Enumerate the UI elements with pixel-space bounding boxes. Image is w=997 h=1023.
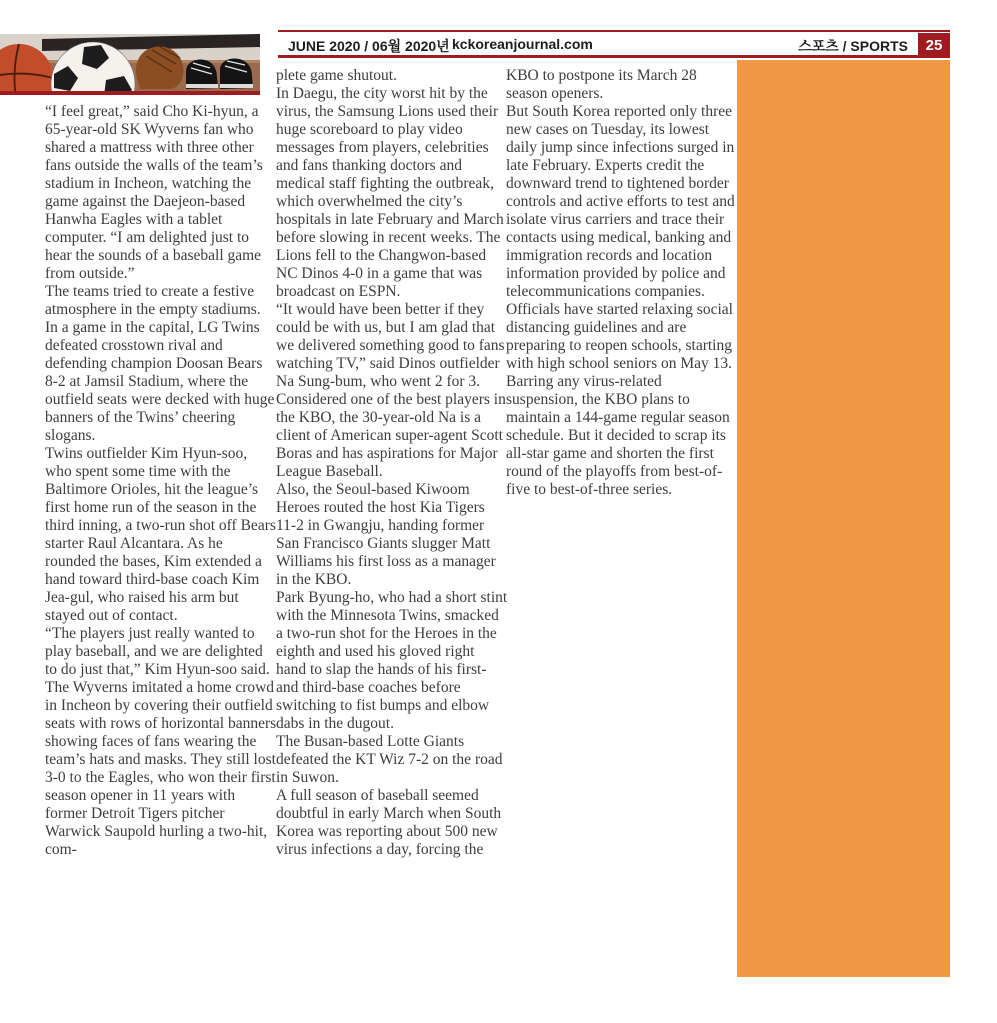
sidebar-color-block — [737, 60, 950, 977]
paragraph: “I feel great,” said Cho Ki-hyun, a 65-year-old SK Wyverns fan who shared a mattress with three other fans outside the walls of the team’s stadium in Incheon, watching the game against the Daejeon-based Hanwha Eagles with a tablet computer. “I am delighted just to hear the sounds of a baseball game from outside.” — [45, 103, 263, 282]
paragraph: “The players just really wanted to play baseball, and we are delighted to do just that,” Kim Hyun-soo said. — [45, 625, 270, 678]
article-column-3 — [506, 67, 736, 499]
paragraph: “It would have been better if they could be with us, but I am glad that we delivered something good to fans watching TV,” said Dinos outfielder Na Sung-bum, who went 2 for 3. Considered one of the best players in the KBO, the 30-year-old Na is a client of American super-agent Scott Boras and has aspirations for Major League Baseball. — [276, 301, 506, 480]
paragraph: A full season of baseball seemed doubtful in early March when South Korea was reporting about 500 new virus infections a day, forcing the — [276, 787, 502, 858]
paragraph: The teams tried to create a festive atmosphere in the empty stadiums. — [45, 283, 261, 318]
paragraph: But South Korea reported only three new cases on Tuesday, its lowest daily jump since infections surged in late February. Experts credit the downward trend to tightened border controls and active efforts to test and isolate virus carriers and trace their contacts using medical, banking and immigration records and location information provided by police and telecommunications companies. — [506, 103, 735, 300]
issue-date: JUNE 2020 / 06월 2020년 — [288, 38, 450, 54]
paragraph: KBO to postpone its March 28 season openers. — [506, 67, 697, 102]
paragraph: plete game shutout. — [276, 67, 397, 84]
header-top-rule — [278, 30, 950, 32]
website-url: kckoreanjournal.com — [452, 36, 593, 52]
paragraph: Officials have started relaxing social distancing guidelines and are preparing to reopen schools, starting with high school seniors on May 13. — [506, 301, 733, 372]
paragraph: Also, the Seoul-based Kiwoom Heroes routed the host Kia Tigers 11-2 in Gwangju, handing former San Francisco Giants slugger Matt Williams his first loss as a manager in the KBO. — [276, 481, 496, 588]
paragraph: In a game in the capital, LG Twins defeated crosstown rival and defending champion Doosan Bears 8-2 at Jamsil Stadium, where the outfield seats were decked with huge banners of the Twins’ cheering slogans. — [45, 319, 275, 444]
article-column-1 — [45, 103, 277, 859]
sports-equipment-photo — [0, 34, 260, 95]
paragraph: Park Byung-ho, who had a short stint with the Minnesota Twins, smacked a two-run shot for the Heroes in the eighth and used his gloved right hand to slap the hands of his first- and third-base coaches before switching to fist bumps and elbow dabs in the dugout. — [276, 589, 508, 732]
article-column-2 — [276, 67, 508, 859]
page-number-badge: 25 — [918, 33, 950, 58]
paragraph: Twins outfielder Kim Hyun-soo, who spent some time with the Baltimore Orioles, hit the league’s first home run of the season in the third inning, a two-run shot off Bears starter Raul Alcantara. As he rounded the bases, Kim extended a hand toward third-base coach Kim Jea-gul, who raised his arm but stayed out of contact. — [45, 445, 276, 624]
paragraph: The Busan-based Lotte Giants defeated the KT Wiz 7-2 on the road in Suwon. — [276, 733, 503, 786]
sports-equipment-illustration — [0, 34, 260, 91]
paragraph: The Wyverns imitated a home crowd in Incheon by covering their outfield seats with rows of horizontal banners showing faces of fans wearing the team’s hats and masks. They still lost 3-0 to the Eagles, who won their first season opener in 11 years with former Detroit Tigers pitcher Warwick Saupold hurling a two-hit, com- — [45, 679, 277, 858]
paragraph: Barring any virus-related suspension, the KBO plans to maintain a 144-game regular season schedule. But it decided to scrap its all-star game and shorten the first round of the playoffs from best-of-five to best-of-three series. — [506, 373, 730, 498]
section-label: 스포츠 / SPORTS — [798, 38, 908, 54]
paragraph: In Daegu, the city worst hit by the virus, the Samsung Lions used their huge scoreboard to play video messages from players, celebrities and fans thanking doctors and medical staff fighting the outbreak, which overwhelmed the city’s hospitals in late February and March before slowing in recent weeks. The Lions fell to the Changwon-based NC Dinos 4-0 in a game that was broadcast on ESPN. — [276, 85, 504, 300]
